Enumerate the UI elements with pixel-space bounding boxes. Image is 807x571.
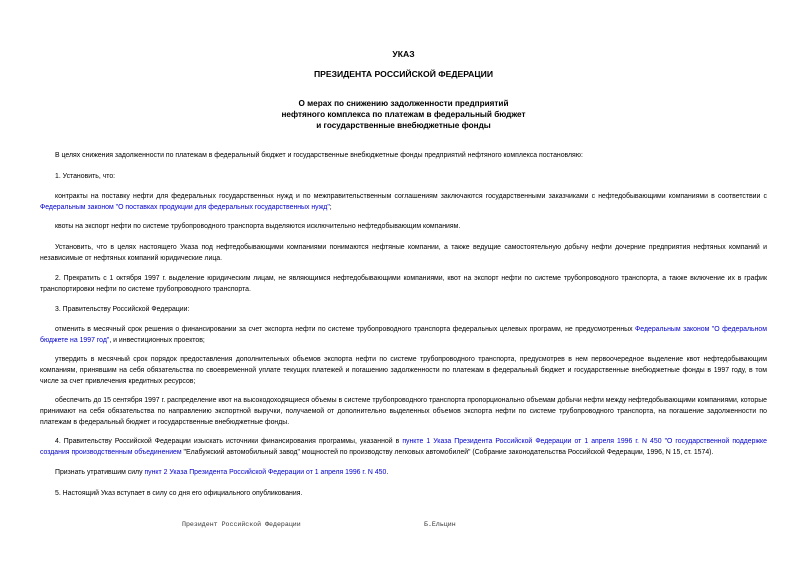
decree-450-title-link[interactable]: "О государственной поддержке создания производственным объединением [40,438,767,456]
item-1-paragraph-2: квоты на экспорт нефти по системе трубопроводного транспорта выделяются исключительно нефтедобывающим компаниям. [55,223,461,230]
item-2-paragraph: 2. Прекратить с 1 октября 1997 г. выделение юридическим лицам, не являющимся нефтедобывающими компаниями, квот на экспорт нефти по системе трубопроводного транспорта, а также включение их в график транспортировки нефти по системе трубопроводного транспорта. [40,275,767,293]
item-4-paragraph-1-end: "Елабужский автомобильный завод" мощностей по производству легковых автомобилей" (Собрание законодательства Российской Федерации, 1996, N 15, ст. 1574). [181,448,714,456]
item-4-paragraph-2-end: . [386,469,389,476]
item-3-paragraph-3: обеспечить до 15 сентября 1997 г. распределение квот на высокодоходящиеся объемы в системе трубопроводного транспорта пропорционально объемам добычи нефти между нефтедобывающими компаниями, которые принимают на себя обязательства по направлению экспортной выручки, получаемой от дополнительно выделенных объемов экспорта нефти по системе трубопроводного транспорта, на погашение задолженности по платежам в федеральный бюджет и государственные внебюджетные фонды. [40,397,767,426]
federal-law-supplies-link[interactable]: Федеральным законом "О поставках продукции для федеральных государственных нужд" [40,203,330,211]
decree-450-item-1-link[interactable]: пункте 1 Указа Президента Российской Федерации от 1 апреля 1996 г. N 450 [402,438,662,445]
item-5-paragraph: 5. Настоящий Указ вступает в силу со дня его официального опубликования. [55,490,303,497]
document-title: УКАЗ [392,49,415,59]
item-1-paragraph-1 [40,192,767,214]
item-3-paragraph-1-end: , и инвестиционных проектов; [109,336,205,344]
decree-450-item-2-link[interactable]: пункт 2 Указа Президента Российской Федерации от 1 апреля 1996 г. N 450 [144,469,387,476]
item-3-heading: 3. Правительству Российской Федерации: [55,306,190,313]
item-4-paragraph-2-text: Признать утратившим силу [55,469,145,476]
item-4-paragraph-1 [40,437,767,459]
signature-position: Президент Российской Федерации [182,521,301,528]
item-3-paragraph-1 [40,325,767,347]
document-issuer: ПРЕЗИДЕНТА РОССИЙСКОЙ ФЕДЕРАЦИИ [313,69,494,79]
item-4-paragraph-1-text: 4. Правительству Российской Федерации изыскать источники финансирования программы, указанной в [55,438,403,445]
item-1-heading: 1. Установить, что: [55,173,116,180]
signature-name: Б.Ельцин [424,521,456,528]
item-1-paragraph-1-end: ; [329,203,332,211]
subject-line-3: и государственные внебюджетные фонды [316,121,491,130]
subject-line-1: О мерах по снижению задолженности предприятий [298,99,509,108]
item-3-paragraph-2: утвердить в месячный срок порядок предоставления дополнительных объемов экспорта нефти по системе трубопроводного транспорта, предусмотрев в нем первоочередное выделение квот нефтедобывающим компаниям, принявшим на себя обязательства по своевременной уплате текущих платежей и погашению задолженности по платежам в федеральный бюджет и государственные внебюджетные фонды в 1997 году, в том числе за счет привлечения кредитных ресурсов; [40,356,767,385]
federal-budget-law-link[interactable]: Федеральным законом "О федеральном бюджете на 1997 год" [40,326,767,344]
item-1-paragraph-1-text: контракты на поставку нефти для федеральных государственных нужд и по межправительственным соглашениям заключаются государственными заказчиками с нефтедобывающими компаниями в соответствии с [55,193,767,200]
item-3-paragraph-1-text: отменить в месячный срок решения о финансировании за счет экспорта нефти по системе трубопроводного транспорта федеральных целевых программ, не предусмотренных [55,326,636,333]
subject-line-2: нефтяного комплекса по платежам в федеральный бюджет [281,110,526,119]
item-4-paragraph-2 [40,468,767,479]
intro-paragraph: В целях снижения задолженности по платежам в федеральный бюджет и государственные внебюджетные фонды предприятий нефтяного комплекса постановляю: [55,152,583,159]
item-1-paragraph-3: Установить, что в целях настоящего Указа под нефтедобывающими компаниями понимаются нефтяные компании, а также ведущие самостоятельную добычу нефти дочерние предприятия нефтяных компаний и независимые от нефтяных компаний юридические лица. [40,244,767,262]
